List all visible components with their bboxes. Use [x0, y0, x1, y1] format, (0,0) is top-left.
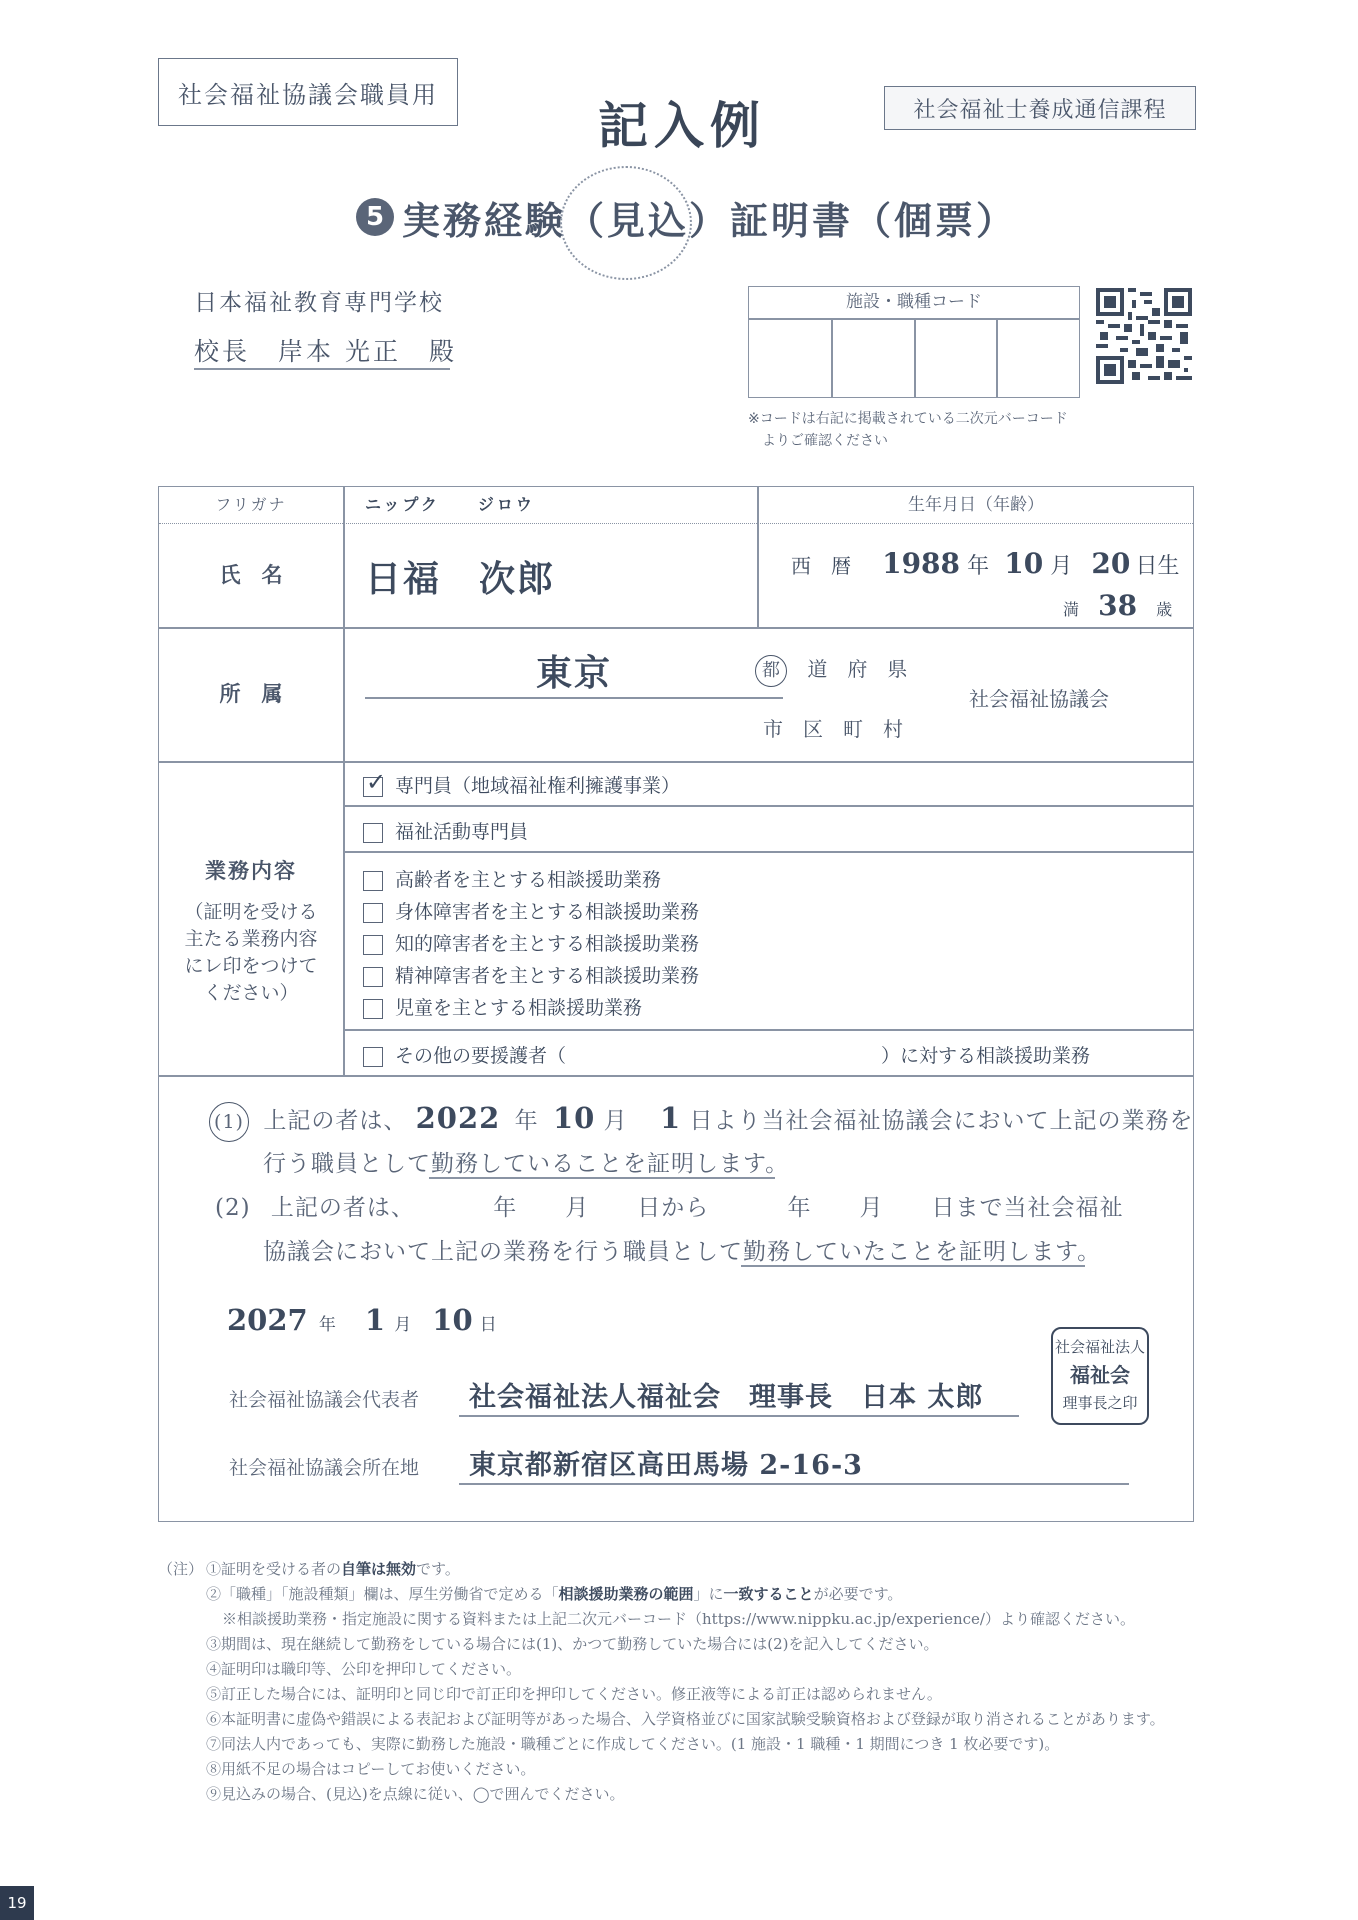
duty-item[interactable]	[363, 767, 681, 798]
cert-1-number: (1)	[214, 1111, 244, 1133]
qr-code-icon	[1096, 288, 1192, 384]
notes-prefix: （注）	[158, 1560, 204, 1578]
cert-2-underline	[741, 1265, 1085, 1267]
cert-statement-1	[209, 1101, 1193, 1142]
cert-2-from[interactable]: 年 月 日から	[493, 1195, 710, 1221]
staff-use-tag	[158, 58, 458, 126]
duty-label: 児童を主とする相談援助業務	[395, 997, 643, 1019]
qr-code[interactable]	[1096, 288, 1192, 384]
affiliation-org: 社会福祉協議会	[969, 687, 1109, 711]
furigana-label: フリガナ	[215, 495, 287, 514]
duty-checkbox[interactable]	[363, 871, 383, 891]
age-value[interactable]	[1063, 589, 1172, 622]
cert-1-text-b: 日より当社会福祉協議会において上記の業務を	[689, 1108, 1194, 1134]
note-1-c: です。	[416, 1560, 460, 1578]
cert-statement-2	[215, 1189, 1124, 1222]
duties-label-block	[159, 761, 343, 1075]
note-2-a: ②「職種」「施設種類」欄は、厚生労働省で定める「	[206, 1585, 559, 1603]
cert-statement-2-cont: 協議会において上記の業務を行う職員として勤務していたことを証明します。	[263, 1239, 1102, 1265]
issue-year-unit: 年	[318, 1315, 336, 1335]
doc-title-part-c: 証明書（個票）	[730, 198, 1018, 243]
representative-value[interactable]: 社会福祉法人福祉会 理事長 日本 太郎	[469, 1382, 984, 1413]
duty-checkbox-checked[interactable]	[363, 767, 387, 797]
birth-date-value[interactable]	[791, 547, 1179, 580]
pref-other-units: 道 府 県	[807, 657, 908, 681]
duties-instruction	[159, 899, 343, 1007]
birth-day-unit: 日生	[1135, 554, 1180, 579]
issue-date[interactable]	[227, 1303, 497, 1337]
address-value[interactable]: 東京都新宿区高田馬場 2-16-3	[469, 1450, 863, 1481]
address-underline	[459, 1483, 1129, 1485]
address-label: 社会福祉協議会所在地	[229, 1457, 420, 1479]
cert-1-text-a: 上記の者は、	[263, 1108, 408, 1134]
age-unit: 歳	[1156, 600, 1173, 619]
official-seal	[1051, 1327, 1149, 1425]
city-units: 市 区 町 村	[763, 717, 903, 741]
cert-2-number: (2)	[215, 1195, 251, 1221]
note-2-sub: ※相談援助業務・指定施設に関する資料または上記二次元バーコード（https://www.nippku.ac.jp/experience/）より確認ください。	[222, 1610, 1135, 1628]
issue-day-unit: 日	[479, 1315, 497, 1335]
cert-1-circle	[209, 1102, 249, 1142]
duty-item[interactable]	[363, 929, 699, 956]
birth-month-unit: 月	[1050, 554, 1073, 579]
check-mark-icon: ✓	[366, 767, 387, 796]
note-3: ③期間は、現在継続して勤務をしている場合には(1)、かつて勤務していた場合には(2)を記入してください。	[206, 1635, 939, 1653]
birth-date-label: 生年月日（年齢）	[908, 495, 1044, 515]
seal-line-3: 理事長之印	[1062, 1394, 1138, 1412]
note-2-emphasis-2: 一致すること	[723, 1585, 814, 1603]
page-number: 19	[0, 1886, 34, 1920]
course-label: 社会福祉士養成通信課程	[913, 97, 1167, 123]
note-1-a: ①証明を受ける者の	[206, 1560, 342, 1578]
birth-year-unit: 年	[967, 554, 990, 579]
cert-1-month[interactable]: 10	[552, 1101, 596, 1135]
main-form-table	[158, 486, 1194, 1522]
duty-item-other[interactable]	[363, 1041, 566, 1068]
page-title: 記入例	[598, 97, 766, 155]
cert-2-to[interactable]: 年 月 日まで当社会福祉	[787, 1195, 1124, 1221]
duty-label: 精神障害者を主とする相談援助業務	[395, 965, 700, 987]
note-7: ⑦同法人内であっても、実際に勤務した施設・職種ごとに作成してください。(1 施設・1 職種・1 期間につき 1 枚必要です)。	[206, 1735, 1060, 1753]
furigana-value[interactable]: ニップク ジロウ	[365, 495, 535, 514]
duty-checkbox[interactable]	[363, 823, 383, 843]
age-number: 38	[1098, 589, 1138, 622]
birth-year: 1988	[882, 547, 961, 580]
note-5: ⑤訂正した場合には、証明印と同じ印で訂正印を押印してください。修正液等による訂正は認められません。	[206, 1685, 942, 1703]
duties-instruction-4: ください）	[203, 982, 299, 1004]
note-4: ④証明印は職印等、公印を押印してください。	[206, 1660, 522, 1678]
facility-code-note	[748, 408, 1068, 452]
note-9: ⑨見込みの場合、(見込)を点線に従い、◯で囲んでください。	[206, 1785, 625, 1803]
estimate-dotted-circle	[560, 166, 692, 280]
principal-name: 校長 岸本 光正 殿	[194, 337, 457, 366]
age-prefix: 満	[1063, 600, 1080, 619]
cert-1-year-unit: 年	[514, 1108, 539, 1134]
duties-instruction-3: にレ印をつけて	[184, 955, 318, 977]
representative-label: 社会福祉協議会代表者	[229, 1389, 420, 1411]
duties-instruction-2: 主たる業務内容	[184, 928, 318, 950]
issue-month: 1	[364, 1303, 386, 1337]
prefecture-underline	[365, 697, 783, 699]
duty-other-suffix: ）に対する相談援助業務	[881, 1045, 1091, 1067]
note-1	[206, 1558, 460, 1579]
note-2	[206, 1583, 902, 1604]
facility-code-box	[748, 286, 1080, 398]
course-tag	[884, 86, 1196, 130]
duty-checkbox[interactable]	[363, 999, 383, 1019]
facility-code-note-line1: ※コードは右記に掲載されている二次元バーコード	[748, 411, 1068, 427]
doc-title-estimate-text: （見込）	[566, 198, 731, 243]
name-label: 氏 名	[219, 563, 283, 587]
affiliation-label: 所 属	[219, 682, 283, 706]
document-title	[356, 188, 1017, 246]
duty-item[interactable]	[363, 897, 699, 924]
cert-2-text-a: 上記の者は、	[270, 1195, 415, 1221]
cert-1-underline	[429, 1177, 775, 1179]
duty-item[interactable]	[363, 993, 642, 1020]
note-2-emphasis-1: 相談援助業務の範囲	[558, 1585, 694, 1603]
principal-underline	[194, 368, 450, 370]
cert-1-year[interactable]: 2022	[415, 1101, 501, 1135]
issue-year: 2027	[227, 1303, 308, 1337]
representative-underline	[459, 1415, 1019, 1417]
duty-checkbox[interactable]	[363, 967, 383, 987]
duty-item[interactable]	[363, 817, 528, 844]
duties-label: 業務内容	[205, 859, 297, 883]
duties-instruction-1: （証明を受ける	[184, 901, 318, 923]
issue-month-unit: 月	[394, 1315, 412, 1335]
duty-checkbox[interactable]	[363, 935, 383, 955]
era-label: 西 暦	[791, 554, 851, 578]
note-2-c: 」に	[693, 1585, 724, 1603]
seal-line-1: 社会福祉法人	[1054, 1338, 1145, 1356]
issue-day: 10	[432, 1303, 473, 1337]
facility-code-label: 施設・職種コード	[846, 292, 982, 312]
duty-label: 福祉活動専門員	[395, 821, 529, 843]
doc-title-part-a: 実務経験	[402, 198, 567, 243]
prefecture-value[interactable]: 東京	[535, 652, 612, 694]
duty-label: 知的障害者を主とする相談援助業務	[395, 933, 700, 955]
duty-label: 高齢者を主とする相談援助業務	[395, 869, 662, 891]
note-8: ⑧用紙不足の場合はコピーしてお使いください。	[206, 1760, 536, 1778]
birth-month: 10	[1004, 547, 1044, 580]
cert-statement-1-cont: 行う職員として勤務していることを証明します。	[263, 1151, 790, 1177]
name-value[interactable]: 日福 次郎	[365, 558, 556, 600]
duty-label: 専門員（地域福祉権利擁護事業）	[395, 775, 681, 797]
prefecture-units	[755, 653, 907, 687]
facility-code-note-line2: よりご確認ください	[762, 433, 888, 449]
duty-item[interactable]	[363, 865, 661, 892]
doc-number-badge: 5	[356, 198, 394, 236]
cert-1-month-unit: 月	[603, 1108, 628, 1134]
duty-label: 身体障害者を主とする相談援助業務	[395, 901, 700, 923]
staff-use-label: 社会福祉協議会職員用	[178, 80, 438, 109]
pref-circle-to: 都	[755, 655, 787, 687]
cert-1-day[interactable]: 1	[659, 1101, 682, 1135]
duty-checkbox[interactable]	[363, 903, 383, 923]
school-name: 日本福祉教育専門学校	[194, 290, 444, 316]
birth-day: 20	[1091, 547, 1131, 580]
note-2-e: が必要です。	[813, 1585, 903, 1603]
duty-label: その他の要援護者（	[395, 1045, 567, 1067]
duty-checkbox[interactable]	[363, 1047, 383, 1067]
note-6: ⑥本証明書に虚偽や錯誤による表記および証明等があった場合、入学資格並びに国家試験受験資格および登録が取り消されることがあります。	[206, 1710, 1165, 1728]
note-1-emphasis: 自筆は無効	[341, 1560, 417, 1578]
seal-line-2: 福祉会	[1070, 1363, 1130, 1387]
doc-title-estimate	[566, 190, 730, 245]
duty-item[interactable]	[363, 961, 699, 988]
